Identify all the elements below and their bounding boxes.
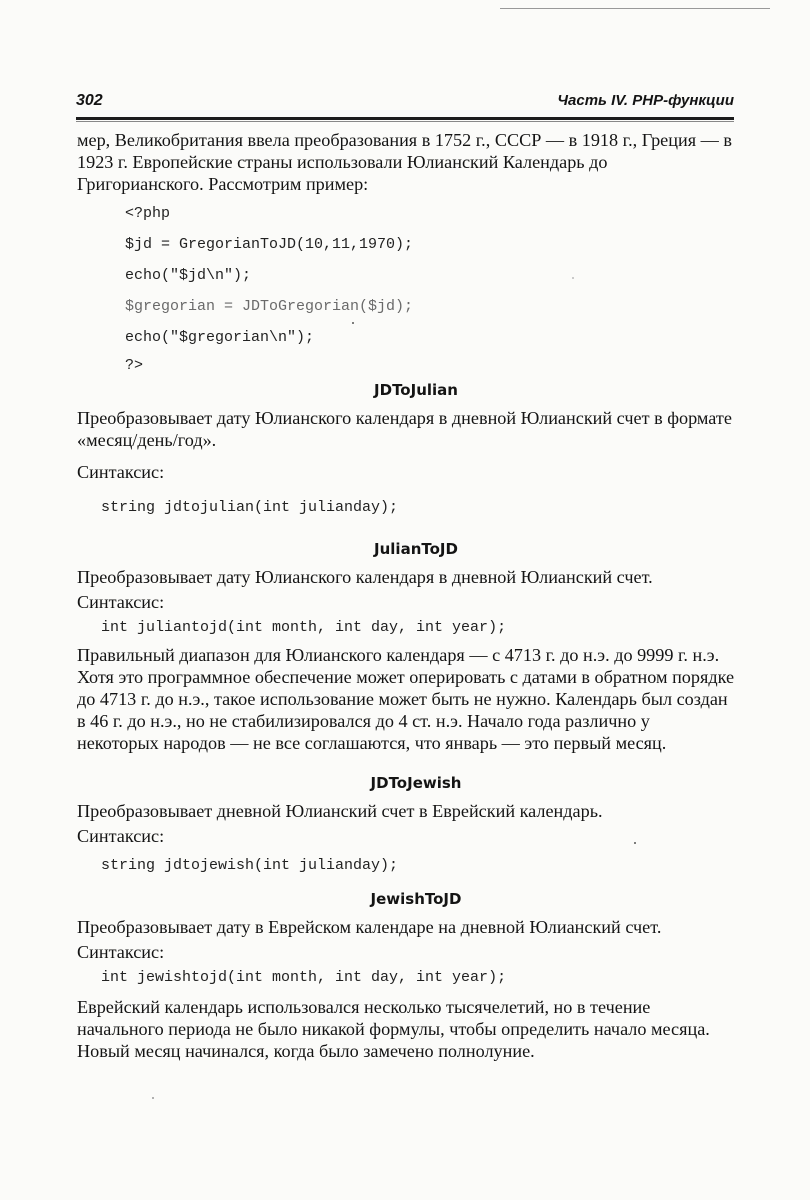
syntax-code: int jewishtojd(int month, int day, int year); xyxy=(101,969,507,986)
header-rule xyxy=(76,117,734,120)
syntax-label: Синтаксис: xyxy=(77,942,165,962)
example-code-line: $jd = GregorianToJD(10,11,1970); xyxy=(125,236,414,253)
syntax-code: int juliantojd(int month, int day, int year); xyxy=(101,619,507,636)
intro-paragraph: мер, Великобритания ввела преобразования в 1752 г., СССР — в 1918 г., Греция — в 1923 г. Европейские страны использовали Юлианский Календарь до Григорианского. Рассмотрим пример: xyxy=(77,130,732,194)
example-code-line: <?php xyxy=(125,205,171,222)
range-note: Правильный диапазон для Юлианского календаря — с 4713 г. до н.э. до 9999 г. н.э. Хотя это программное обеспечение может оперировать с датами в обратном порядке до 4713 г. до н.э., такое использование может быть не нужно. Календарь был создан в 46 г. до н.э., но не стабилизировался до 4 ст. н.э. Начало года различно у некоторых народов — не все соглашаются, что январь — это первый месяц. xyxy=(77,645,735,753)
page-body xyxy=(77,129,735,1062)
example-code-line: echo("$gregorian\n"); xyxy=(125,329,315,346)
syntax-code: string jdtojulian(int julianday); xyxy=(101,499,399,516)
section-description: Преобразовывает дату Юлианского календаря в дневной Юлианский счет. xyxy=(77,567,653,587)
scan-speck xyxy=(152,1097,154,1099)
page-number: 302 xyxy=(76,92,103,109)
header-rule-thin xyxy=(76,121,734,122)
example-code-line: ?> xyxy=(125,357,144,374)
section-description: Преобразовывает дату Юлианского календаря в дневной Юлианский счет в формате «месяц/день/год». xyxy=(77,408,732,450)
calendar-note: Еврейский календарь использовался несколько тысячелетий, но в течение начального периода не было никакой формулы, чтобы определить начало месяца. Новый месяц начинался, когда было замечено полнолуние. xyxy=(77,997,710,1061)
section-title-jewishtojd: JewishToJD xyxy=(370,890,462,908)
example-code-line: echo("$jd\n"); xyxy=(125,267,252,284)
syntax-label: Синтаксис: xyxy=(77,826,165,846)
scan-speck xyxy=(634,842,636,844)
section-title-jdtojewish: JDToJewish xyxy=(370,774,462,792)
syntax-label: Синтаксис: xyxy=(77,462,165,482)
section-description: Преобразовывает дневной Юлианский счет в Еврейский календарь. xyxy=(77,801,603,821)
syntax-code: string jdtojewish(int julianday); xyxy=(101,857,399,874)
scan-speck xyxy=(572,277,574,279)
scan-speck xyxy=(352,322,354,324)
syntax-label: Синтаксис: xyxy=(77,592,165,612)
running-head: Часть IV. PHP-функции xyxy=(557,92,734,109)
section-description: Преобразовывает дату в Еврейском календаре на дневной Юлианский счет. xyxy=(77,917,662,937)
scan-artifact-line xyxy=(500,8,770,9)
example-code-line: $gregorian = JDToGregorian($jd); xyxy=(125,298,414,315)
section-title-jdtojulian: JDToJulian xyxy=(374,381,458,399)
section-title-juliantojd: JulianToJD xyxy=(374,540,458,558)
